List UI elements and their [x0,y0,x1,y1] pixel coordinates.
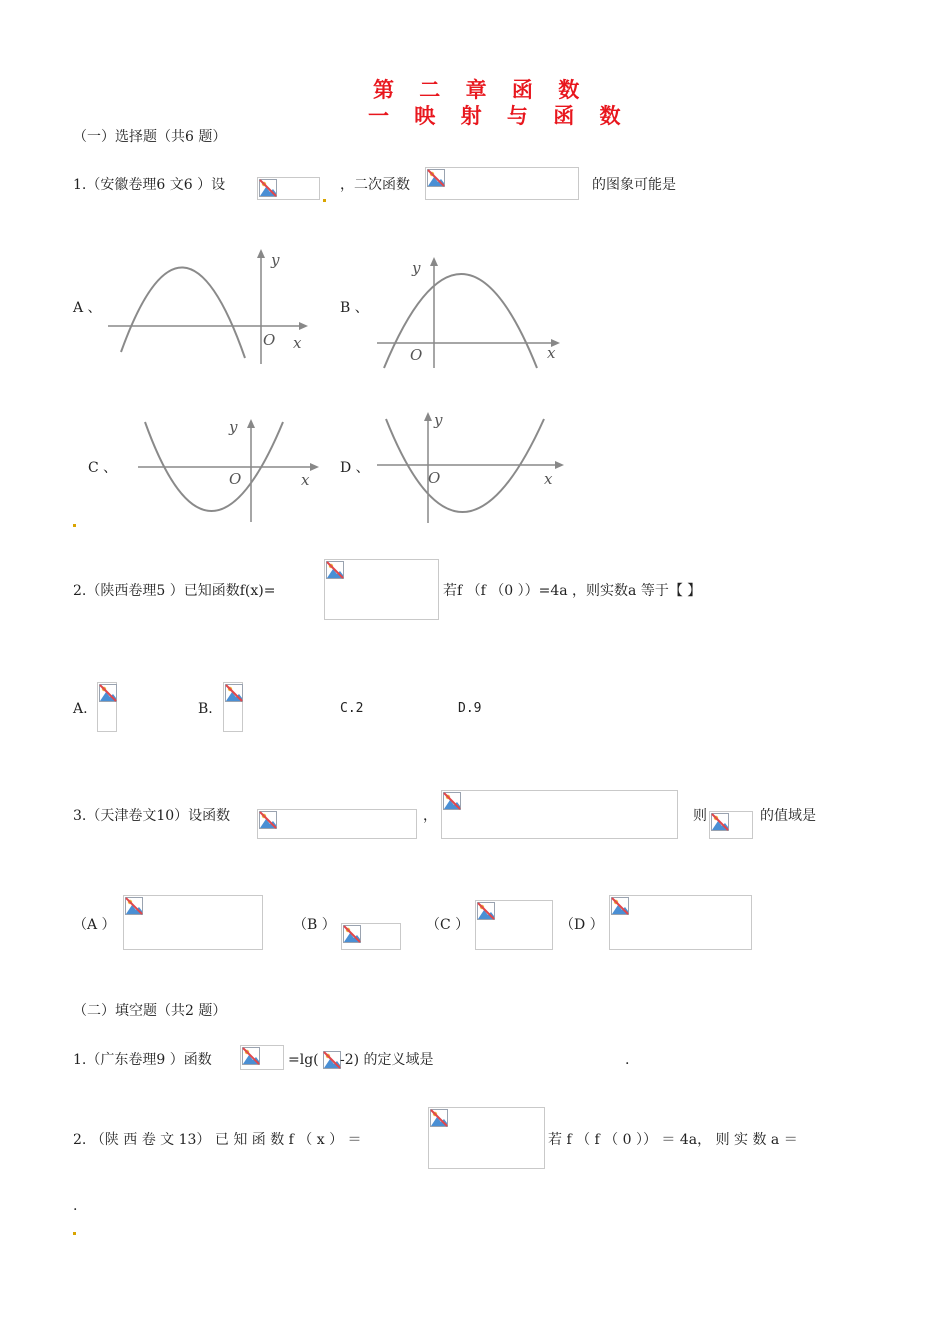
broken-image-icon [611,897,629,915]
q2-option-c: C.2 [340,701,364,716]
question-1-prefix: 1.（安徽卷理6 文6 ）设 [73,177,226,193]
q2-option-b: B. [198,701,213,717]
question-2-prefix: 2.（陕西卷理5 ）已知函数f(x)= [73,583,276,599]
broken-image-icon [343,925,361,943]
question-3-comma: ， [423,808,437,824]
broken-image-icon [259,811,277,829]
option-a-label: A 、 [73,300,102,316]
formula-image [341,923,401,950]
fill-question-1-prefix: 1.（广东卷理9 ）函数 [73,1052,212,1068]
broken-image-icon [323,1051,341,1069]
option-d-label: D 、 [340,460,370,476]
q3-option-d: （D ） [560,917,604,933]
q3-option-a: （A ） [73,917,116,933]
formula-image [257,177,320,200]
broken-image-icon [99,684,117,702]
marker-dot [73,1232,76,1235]
formula-image [223,682,243,732]
formula-image [475,900,553,950]
fill-question-2-trail: . [73,1198,78,1214]
section-heading-choice: （一）选择题（共6 题） [73,129,227,145]
formula-image [609,895,752,950]
y-axis-label: y [412,259,421,277]
formula-image [709,811,753,839]
question-1-suffix: 的图象可能是 [592,177,676,193]
broken-image-icon [259,179,277,197]
fill-question-1-tail: -2) 的定义域是 [340,1052,434,1068]
broken-image-icon [427,169,445,187]
y-axis-label: y [229,418,238,436]
q3-option-c: （C ） [426,917,470,933]
q2-option-d: D.9 [458,701,482,716]
broken-image-icon [242,1047,260,1065]
formula-image [441,790,678,839]
question-1-mid: ，二次函数 [340,177,410,193]
y-axis-label: y [434,411,443,429]
fill-question-1-mid: =lg( [288,1052,319,1068]
formula-image [324,559,439,620]
x-axis-label: x [544,470,553,488]
question-3-prefix: 3.（天津卷文10）设函数 [73,808,231,824]
question-2-suffix: 若f （f （0 ））=4a ，则实数a 等于【 】 [443,583,702,599]
formula-image [123,895,263,950]
q3-option-b: （B ） [293,917,336,933]
graph-option-c [133,410,328,530]
formula-image [97,682,117,732]
option-b-label: B 、 [340,300,369,316]
origin-label: O [428,469,441,487]
marker-dot [73,524,76,527]
section-heading-fill: （二）填空题（共2 题） [73,1003,227,1019]
formula-image [428,1107,545,1169]
y-axis-label: y [271,251,280,269]
broken-image-icon [443,792,461,810]
formula-image [240,1045,284,1070]
broken-image-icon [711,813,729,831]
section-title: 一 映 射 与 函 数 [368,103,630,128]
question-3-then: 则 [693,808,707,824]
question-3-suffix: 的值域是 [760,808,816,824]
origin-label: O [410,346,423,364]
broken-image-icon [125,897,143,915]
broken-image-icon [225,684,243,702]
fill-question-1-period: . [625,1052,630,1068]
fill-question-2-prefix: 2. （陕 西 卷 文 13） 已 知 函 数 f （ x ） ＝ [73,1132,362,1148]
option-c-label: C 、 [88,460,118,476]
graph-option-b [372,240,567,375]
marker-dot [323,199,326,202]
x-axis-label: x [547,344,556,362]
origin-label: O [263,331,276,349]
q2-option-a: A. [73,701,88,717]
formula-image [257,809,417,839]
chapter-title: 第 二 章 函 数 [373,77,589,102]
x-axis-label: x [301,471,310,489]
graph-option-a [103,240,318,370]
x-axis-label: x [293,334,302,352]
origin-label: O [229,470,242,488]
formula-image [425,167,579,200]
graph-option-d [372,405,572,530]
broken-image-icon [430,1109,448,1127]
broken-image-icon [326,561,344,579]
broken-image-icon [477,902,495,920]
fill-question-2-suffix: 若 f （ f （ 0 ）） ＝ 4a， 则 实 数 a ＝ [548,1132,798,1148]
